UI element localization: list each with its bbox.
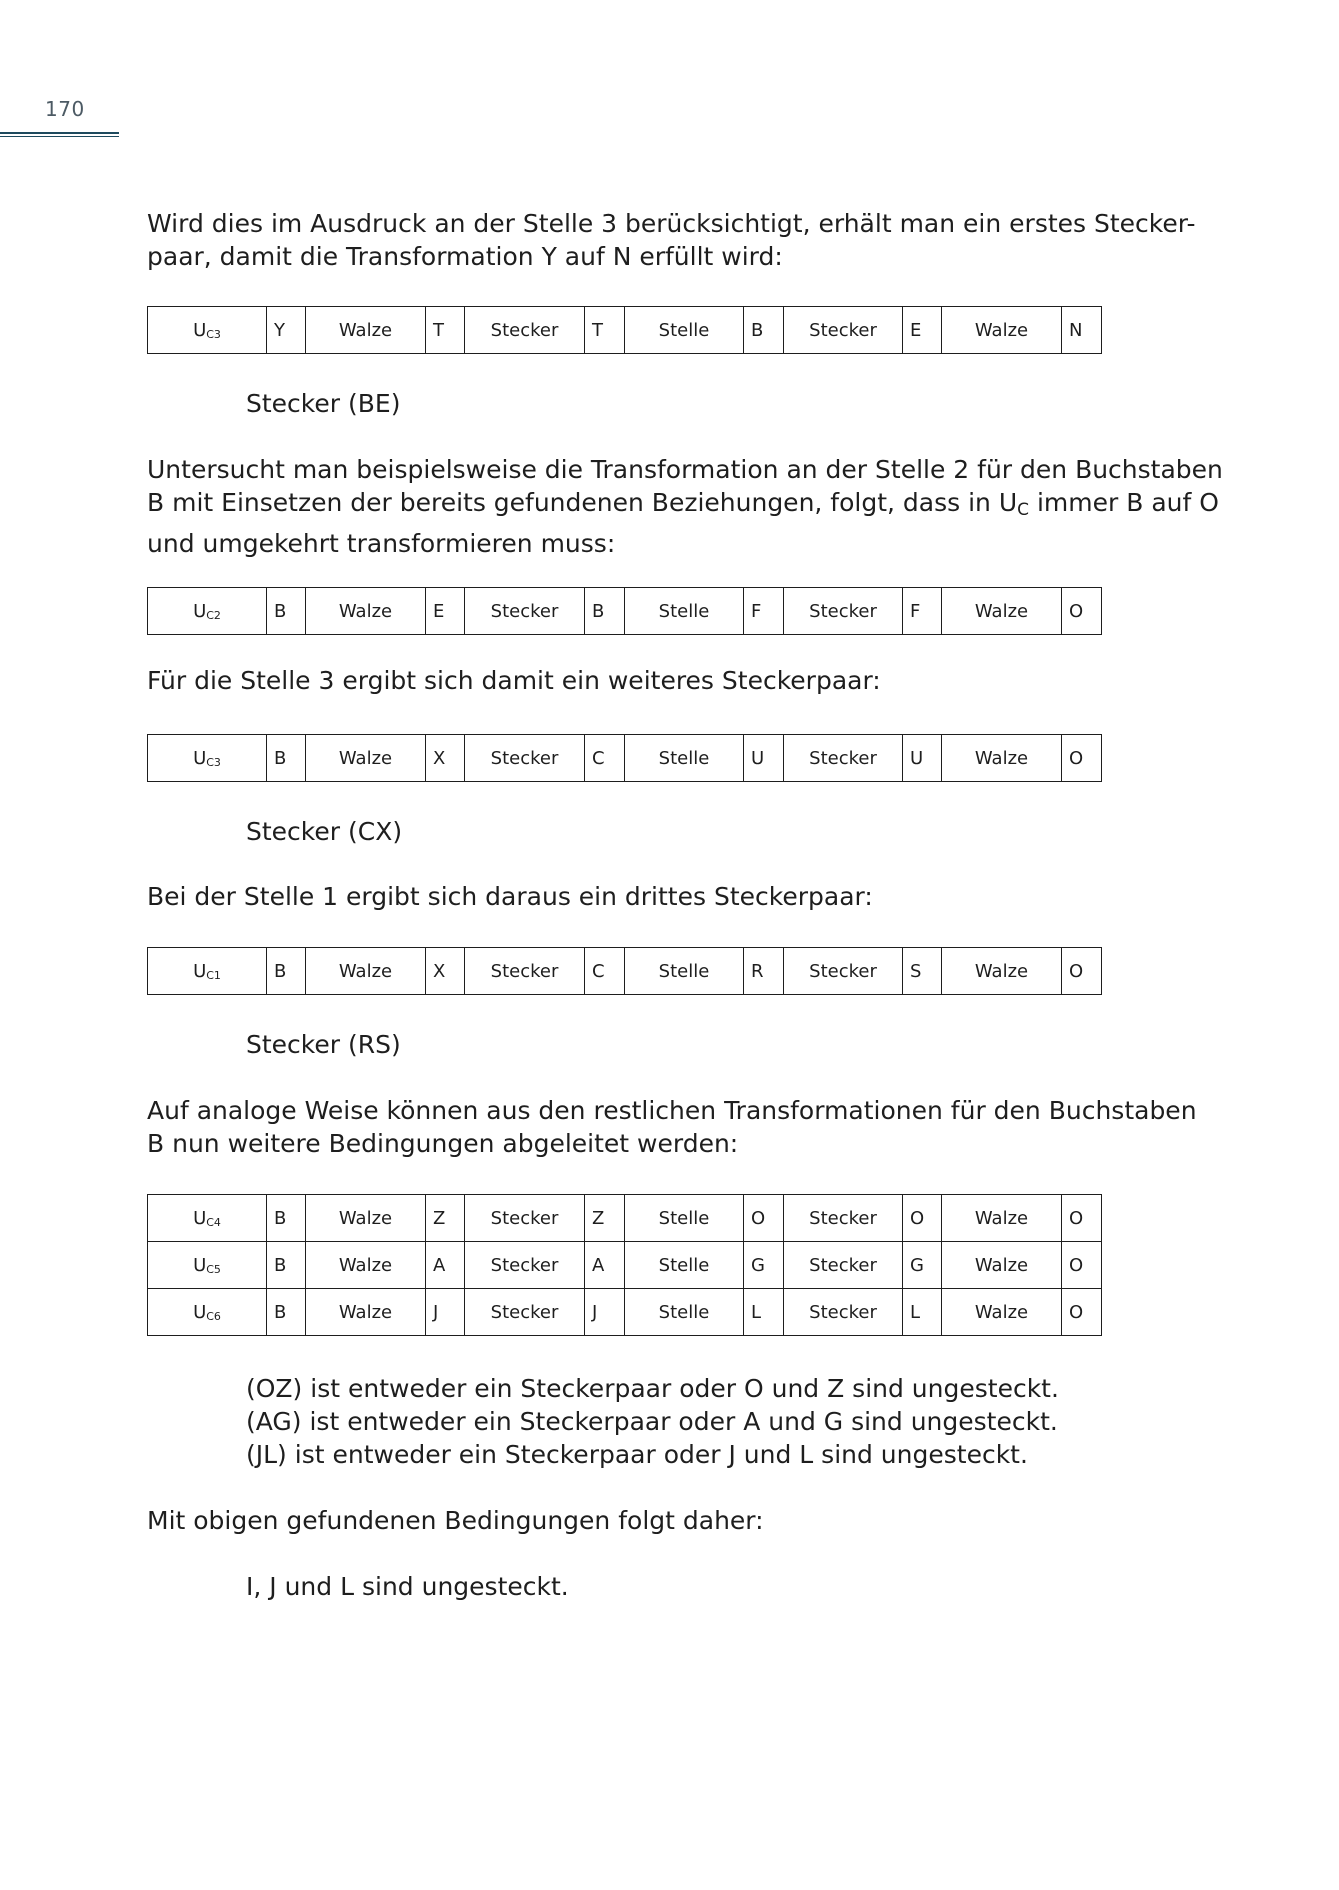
table-row	[148, 1242, 1102, 1289]
letter-cell: O	[1062, 588, 1102, 635]
letter-cell: O	[1062, 1289, 1102, 1336]
letter-cell: F	[744, 588, 784, 635]
label-cell: Stecker	[465, 1242, 585, 1289]
label-cell: Stecker	[784, 1289, 903, 1336]
result-ungesteckt: I, J und L sind ungesteckt.	[246, 1572, 569, 1601]
letter-cell: O	[1062, 1242, 1102, 1289]
paragraph-line: und umgekehrt transformieren muss:	[147, 529, 616, 558]
rotor-position-cell	[148, 1289, 267, 1336]
letter-cell: J	[426, 1289, 465, 1336]
letter-cell: L	[744, 1289, 784, 1336]
label-cell: Stelle	[625, 307, 744, 354]
letter-cell: S	[903, 948, 942, 995]
letter-cell: Z	[426, 1195, 465, 1242]
table-row	[148, 735, 1102, 782]
paragraph-analog	[147, 1094, 1227, 1160]
label-cell: Stecker	[784, 588, 903, 635]
label-cell: Stecker	[784, 307, 903, 354]
letter-cell: A	[585, 1242, 625, 1289]
u-subscript: C3	[206, 755, 221, 769]
paragraph-line: Wird dies im Ausdruck an der Stelle 3 berücksichtigt, erhält man ein erstes Stecker-	[147, 209, 1196, 238]
label-cell: Stelle	[625, 1195, 744, 1242]
u-base: U	[193, 1254, 207, 1276]
label-cell: Walze	[306, 588, 426, 635]
paragraph-stelle-1	[147, 880, 1227, 913]
letter-cell: X	[426, 735, 465, 782]
label-cell: Stecker	[784, 735, 903, 782]
rotor-position-cell	[148, 1242, 267, 1289]
result-stecker-be: Stecker (BE)	[246, 389, 401, 418]
paragraph-conclusion	[147, 1504, 1227, 1537]
subscript-c: C	[1017, 500, 1030, 520]
label-cell: Walze	[942, 1289, 1062, 1336]
letter-cell: B	[744, 307, 784, 354]
letter-cell: O	[1062, 735, 1102, 782]
u-base: U	[193, 319, 207, 341]
rotor-position-cell	[148, 588, 267, 635]
label-cell: Walze	[942, 307, 1062, 354]
page-number: 170	[45, 97, 85, 121]
letter-cell: B	[585, 588, 625, 635]
label-cell: Walze	[306, 1289, 426, 1336]
table-row	[148, 948, 1102, 995]
u-subscript: C3	[206, 327, 221, 341]
u-base: U	[193, 1301, 207, 1323]
u-subscript: C5	[206, 1262, 221, 1276]
transformation-table-5	[147, 1194, 1102, 1336]
label-cell: Stelle	[625, 588, 744, 635]
label-cell: Walze	[306, 1195, 426, 1242]
u-subscript: C1	[206, 968, 221, 982]
letter-cell: O	[1062, 1195, 1102, 1242]
letter-cell: O	[903, 1195, 942, 1242]
label-cell: Walze	[942, 1242, 1062, 1289]
result-stecker-cx: Stecker (CX)	[246, 817, 403, 846]
letter-cell: B	[267, 1242, 306, 1289]
letter-cell: O	[1062, 948, 1102, 995]
letter-cell: C	[585, 735, 625, 782]
label-cell: Walze	[306, 948, 426, 995]
letter-cell: N	[1062, 307, 1102, 354]
u-base: U	[193, 747, 207, 769]
conditions-list	[246, 1372, 1059, 1471]
letter-cell: G	[903, 1242, 942, 1289]
label-cell: Stecker	[784, 1195, 903, 1242]
table-row	[148, 307, 1102, 354]
letter-cell: E	[903, 307, 942, 354]
text-span: B mit Einsetzen der bereits gefundenen Beziehungen, folgt, dass in U	[147, 488, 1018, 517]
result-stecker-rs: Stecker (RS)	[246, 1030, 401, 1059]
u-base: U	[193, 600, 207, 622]
condition-item: (JL) ist entweder ein Steckerpaar oder J und L sind ungesteckt.	[246, 1440, 1028, 1469]
label-cell: Stelle	[625, 1242, 744, 1289]
rotor-position-cell	[148, 948, 267, 995]
paragraph-line: Für die Stelle 3 ergibt sich damit ein weiteres Steckerpaar:	[147, 666, 881, 695]
letter-cell: Y	[267, 307, 306, 354]
letter-cell: R	[744, 948, 784, 995]
paragraph-line: Bei der Stelle 1 ergibt sich daraus ein drittes Steckerpaar:	[147, 882, 873, 911]
paragraph-intro	[147, 207, 1227, 273]
condition-item: (OZ) ist entweder ein Steckerpaar oder O und Z sind ungesteckt.	[246, 1374, 1059, 1403]
letter-cell: U	[903, 735, 942, 782]
paragraph-line: Auf analoge Weise können aus den restlichen Transformationen für den Buchstaben	[147, 1096, 1197, 1125]
label-cell: Stecker	[784, 948, 903, 995]
letter-cell: B	[267, 948, 306, 995]
u-base: U	[193, 1207, 207, 1229]
label-cell: Stecker	[465, 1289, 585, 1336]
rotor-position-cell	[148, 307, 267, 354]
letter-cell: F	[903, 588, 942, 635]
paragraph-stelle-3	[147, 664, 1227, 697]
table-row	[148, 1195, 1102, 1242]
label-cell: Walze	[942, 1195, 1062, 1242]
letter-cell: B	[267, 1289, 306, 1336]
transformation-table-3	[147, 734, 1102, 782]
u-base: U	[193, 960, 207, 982]
u-subscript: C6	[206, 1309, 221, 1323]
u-subscript: C2	[206, 608, 221, 622]
label-cell: Stecker	[465, 588, 585, 635]
table-row	[148, 588, 1102, 635]
letter-cell: B	[267, 588, 306, 635]
label-cell: Walze	[306, 1242, 426, 1289]
label-cell: Stelle	[625, 948, 744, 995]
paragraph-line	[147, 486, 1227, 527]
paragraph-line: B nun weitere Bedingungen abgeleitet werden:	[147, 1129, 739, 1158]
letter-cell: C	[585, 948, 625, 995]
label-cell: Walze	[306, 307, 426, 354]
letter-cell: L	[903, 1289, 942, 1336]
label-cell: Stecker	[465, 948, 585, 995]
letter-cell: B	[267, 735, 306, 782]
transformation-table-1	[147, 306, 1102, 354]
rotor-position-cell	[148, 1195, 267, 1242]
letter-cell: X	[426, 948, 465, 995]
paragraph-line: Untersucht man beispielsweise die Transformation an der Stelle 2 für den Buchstaben	[147, 455, 1223, 484]
label-cell: Stelle	[625, 735, 744, 782]
letter-cell: T	[426, 307, 465, 354]
paragraph-line: Mit obigen gefundenen Bedingungen folgt daher:	[147, 1506, 764, 1535]
letter-cell: G	[744, 1242, 784, 1289]
label-cell: Stecker	[784, 1242, 903, 1289]
transformation-table-4	[147, 947, 1102, 995]
label-cell: Stecker	[465, 307, 585, 354]
letter-cell: E	[426, 588, 465, 635]
label-cell: Walze	[942, 588, 1062, 635]
header-rule-thin	[0, 136, 119, 137]
letter-cell: J	[585, 1289, 625, 1336]
header-rule	[0, 132, 119, 134]
u-subscript: C4	[206, 1215, 221, 1229]
letter-cell: Z	[585, 1195, 625, 1242]
letter-cell: A	[426, 1242, 465, 1289]
label-cell: Stelle	[625, 1289, 744, 1336]
letter-cell: B	[267, 1195, 306, 1242]
table-row	[148, 1289, 1102, 1336]
paragraph-stelle-2	[147, 453, 1227, 560]
label-cell: Walze	[942, 948, 1062, 995]
condition-item: (AG) ist entweder ein Steckerpaar oder A und G sind ungesteckt.	[246, 1407, 1058, 1436]
letter-cell: U	[744, 735, 784, 782]
rotor-position-cell	[148, 735, 267, 782]
label-cell: Walze	[306, 735, 426, 782]
transformation-table-2	[147, 587, 1102, 635]
label-cell: Stecker	[465, 1195, 585, 1242]
text-span: immer B auf O	[1029, 488, 1219, 517]
letter-cell: O	[744, 1195, 784, 1242]
label-cell: Walze	[942, 735, 1062, 782]
paragraph-line: paar, damit die Transformation Y auf N erfüllt wird:	[147, 242, 783, 271]
label-cell: Stecker	[465, 735, 585, 782]
letter-cell: T	[585, 307, 625, 354]
